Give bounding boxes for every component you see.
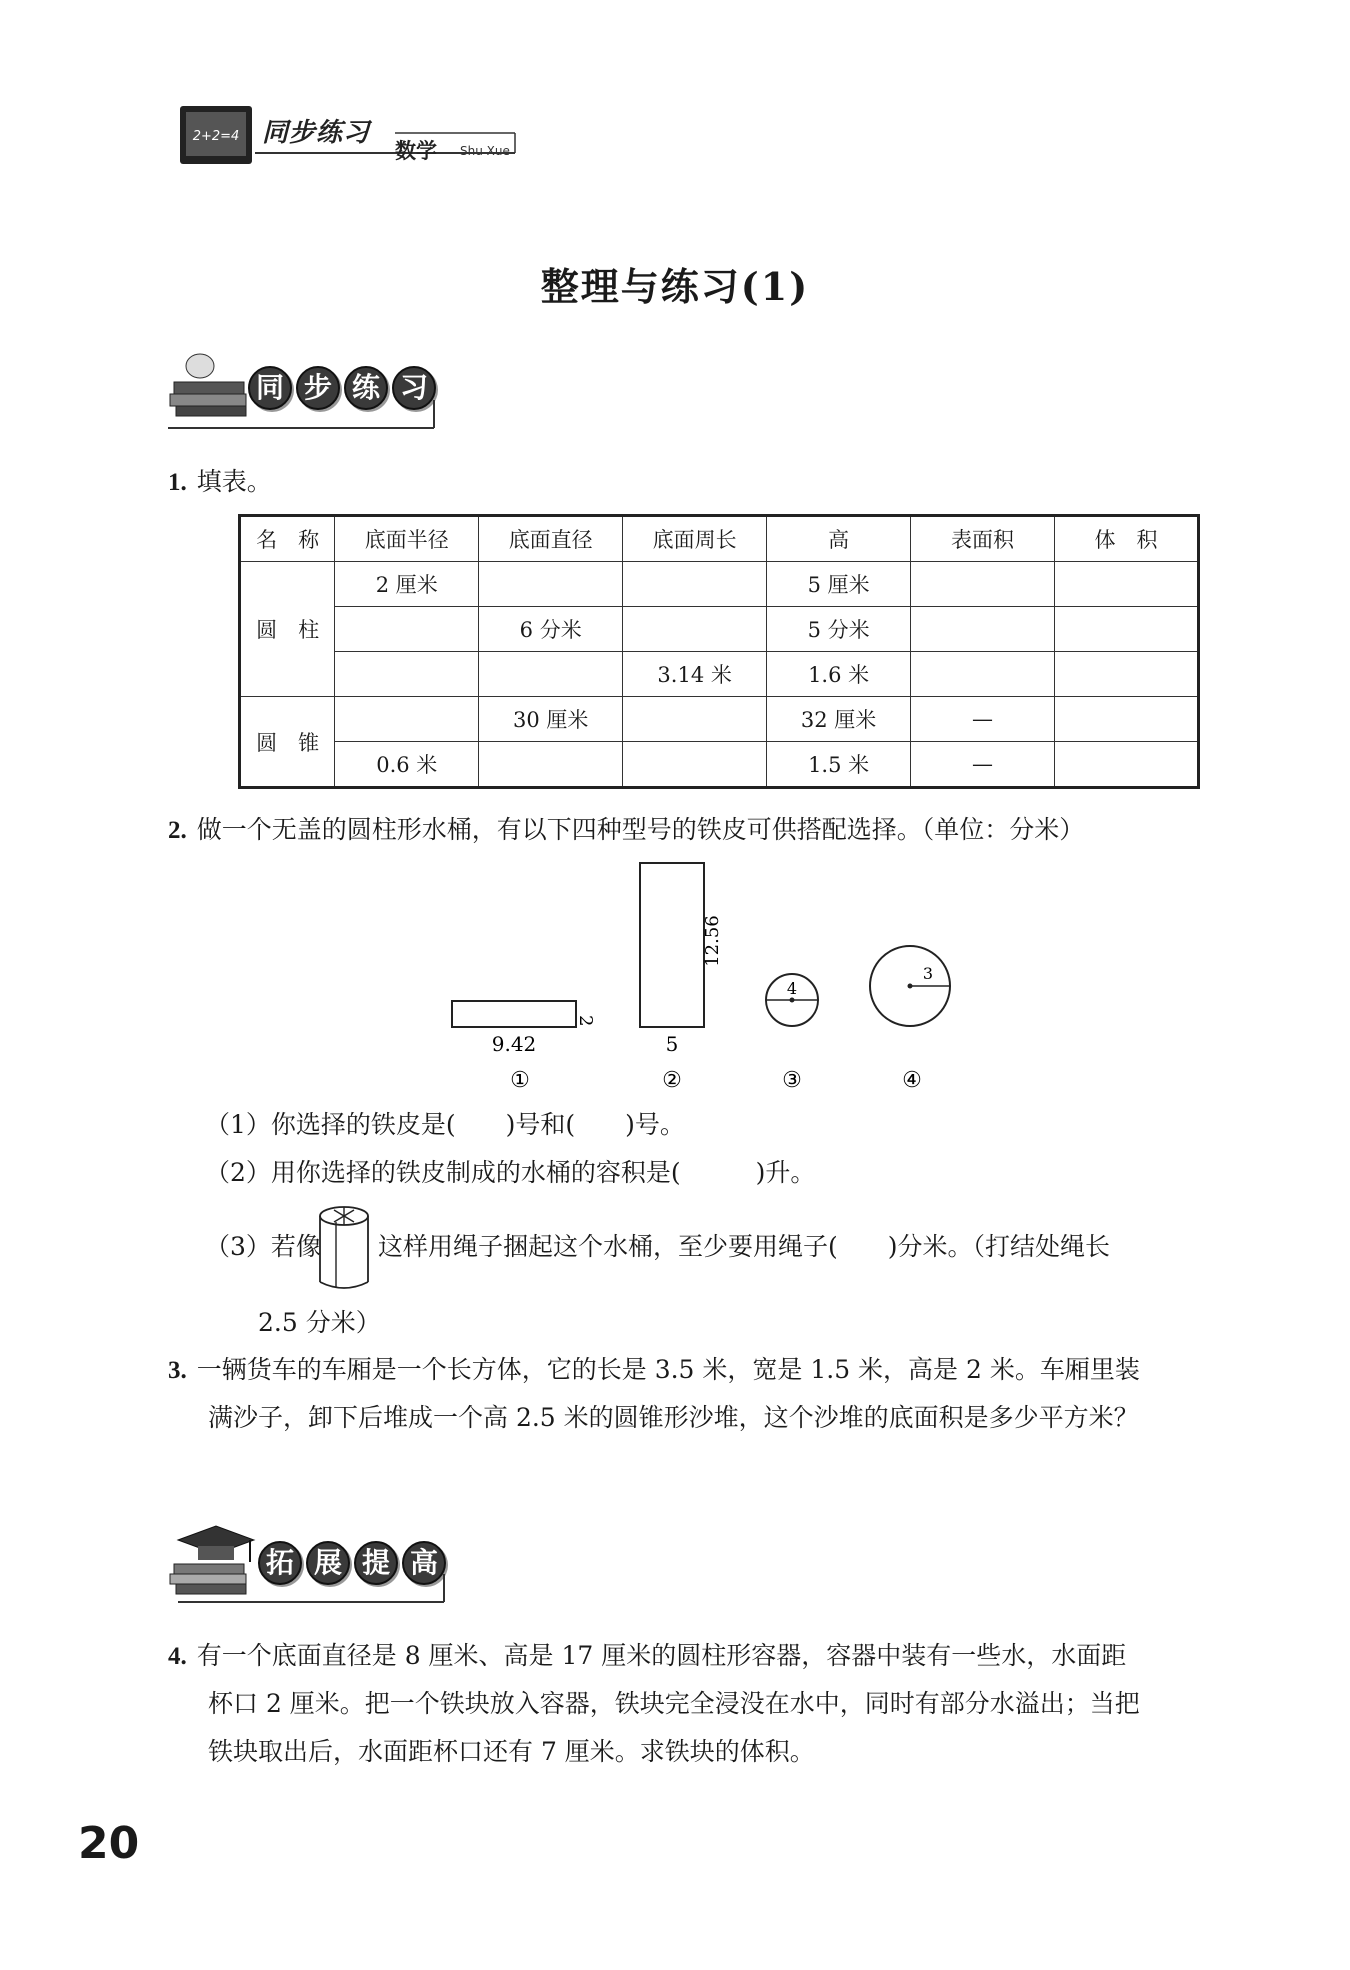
table-cell[interactable] [1055, 697, 1199, 742]
figure-2-width: 5 [665, 1032, 679, 1056]
sheet-metal-figures [430, 855, 970, 1095]
section-underline [168, 392, 438, 432]
q2-sub3-prefix: （3）若像 [205, 1232, 321, 1261]
figure-1-height: 2 [575, 1015, 596, 1027]
badge-char: 提 [354, 1541, 398, 1585]
question-1 [168, 458, 272, 507]
table-row [240, 607, 1199, 652]
page-number: 20 [78, 1818, 140, 1869]
header-cell: 高 [767, 516, 911, 562]
subject-pinyin: Shu Xue [460, 144, 510, 158]
q2-sub2: （2）用你选择的铁皮制成的水桶的容积是( )升。 [205, 1158, 816, 1187]
table-cell[interactable] [623, 697, 767, 742]
table-cell[interactable]: 32 厘米 [767, 697, 911, 742]
table-cell[interactable] [479, 742, 623, 788]
table-cell[interactable]: 1.5 米 [767, 742, 911, 788]
table-cell[interactable]: 5 分米 [767, 607, 911, 652]
figure-1-width: 9.42 [491, 1032, 537, 1056]
table-cell[interactable] [479, 562, 623, 607]
page-title: 整理与练习(1) [540, 264, 810, 309]
table-cell[interactable] [335, 652, 479, 697]
table-row [240, 562, 1199, 607]
header-cell: 名 称 [240, 516, 335, 562]
table-cell[interactable] [1055, 742, 1199, 788]
badge-char: 同 [248, 366, 292, 410]
table-cell[interactable]: 6 分米 [479, 607, 623, 652]
badge-char: 练 [344, 366, 388, 410]
question-3-line2: 满沙子，卸下后堆成一个高 2.5 米的圆锥形沙堆，这个沙堆的底面积是多少平方米？ [208, 1403, 1139, 1432]
table-row [240, 742, 1199, 788]
question-4-line3: 铁块取出后，水面距杯口还有 7 厘米。求铁块的体积。 [208, 1737, 815, 1766]
table-cell[interactable]: 3.14 米 [623, 652, 767, 697]
table-cell[interactable] [911, 607, 1055, 652]
question-number: 1. [168, 469, 187, 496]
table-cell[interactable] [623, 562, 767, 607]
question-3 [168, 1346, 1140, 1395]
badge-char: 习 [392, 366, 436, 410]
table-cell[interactable]: 5 厘米 [767, 562, 911, 607]
badge-char: 拓 [258, 1541, 302, 1585]
table-cell[interactable]: 2 厘米 [335, 562, 479, 607]
question-text: 做一个无盖的圆柱形水桶，有以下四种型号的铁皮可供搭配选择。（单位：分米） [196, 815, 1085, 844]
figure-label: ③ [782, 1068, 802, 1093]
group-label-cylinder: 圆 柱 [240, 562, 335, 697]
table-cell[interactable] [479, 652, 623, 697]
header-cell: 体 积 [1055, 516, 1199, 562]
badge-char: 展 [306, 1541, 350, 1585]
question-number: 4. [168, 1643, 187, 1670]
question-4-line2: 杯口 2 厘米。把一个铁块放入容器，铁块完全浸没在水中，同时有部分水溢出；当把 [208, 1689, 1140, 1718]
header-cell: 底面直径 [479, 516, 623, 562]
figure-label: ④ [902, 1068, 922, 1093]
bucket-rope-icon [316, 1202, 372, 1292]
question-text-line: 有一个底面直径是 8 厘米、高是 17 厘米的圆柱形容器，容器中装有一些水，水面距 [196, 1641, 1127, 1670]
question-number: 2. [168, 817, 187, 844]
question-text-line: 一辆货车的车厢是一个长方体，它的长是 3.5 米，宽是 1.5 米，高是 2 米。车厢里装 [196, 1355, 1140, 1384]
figure-1-rect [452, 1001, 576, 1027]
table-cell[interactable] [335, 697, 479, 742]
table-cell[interactable]: — [911, 742, 1055, 788]
fill-table [238, 514, 1200, 789]
q2-sub1: （1）你选择的铁皮是( )号和( )号。 [205, 1110, 685, 1139]
figure-2-rect [640, 863, 704, 1027]
question-2 [168, 806, 1084, 855]
question-4 [168, 1632, 1126, 1681]
q2-sub3-suffix: 2.5 分米） [258, 1308, 381, 1337]
table-cell[interactable]: — [911, 697, 1055, 742]
badge-char: 高 [402, 1541, 446, 1585]
section-underline [178, 1566, 448, 1606]
figure-3-diameter: 4 [786, 979, 798, 998]
table-cell[interactable] [911, 562, 1055, 607]
group-label-cone: 圆 锥 [240, 697, 335, 788]
table-row [240, 652, 1199, 697]
table-row [240, 697, 1199, 742]
table-header-row [240, 516, 1199, 562]
board-text: 2+2=4 [192, 129, 240, 144]
question-text: 填表。 [196, 467, 272, 496]
figure-label: ② [662, 1068, 682, 1093]
table-cell[interactable] [623, 742, 767, 788]
header-cell: 表面积 [911, 516, 1055, 562]
table-cell[interactable]: 0.6 米 [335, 742, 479, 788]
figure-4-radius: 3 [922, 964, 934, 983]
table-cell[interactable] [623, 607, 767, 652]
header-cell: 底面半径 [335, 516, 479, 562]
q2-sub3-text: 这样用绳子捆起这个水桶，至少要用绳子( )分米。（打结处绳长 [378, 1232, 1111, 1261]
table-cell[interactable] [335, 607, 479, 652]
series-title: 同步练习 [262, 118, 371, 148]
header-cell: 底面周长 [623, 516, 767, 562]
table-cell[interactable] [1055, 652, 1199, 697]
figure-2-height: 12.56 [702, 915, 723, 967]
subject-label: 数学 [395, 139, 437, 163]
table-cell[interactable]: 1.6 米 [767, 652, 911, 697]
question-number: 3. [168, 1357, 187, 1384]
table-cell[interactable] [1055, 607, 1199, 652]
table-cell[interactable]: 30 厘米 [479, 697, 623, 742]
figure-label: ① [510, 1068, 530, 1093]
table-cell[interactable] [1055, 562, 1199, 607]
table-cell[interactable] [911, 652, 1055, 697]
badge-char: 步 [296, 366, 340, 410]
